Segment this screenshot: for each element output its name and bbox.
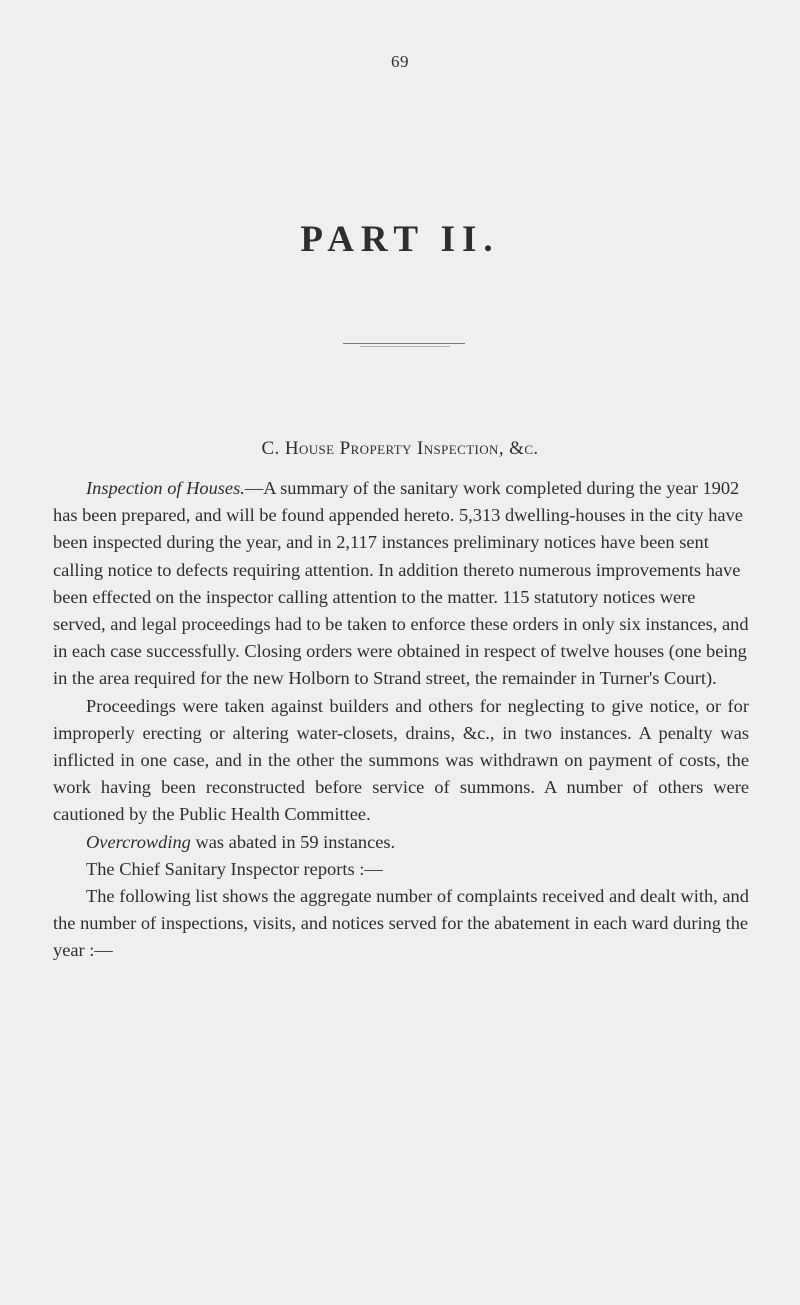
paragraph-lead-italic: Inspection of Houses. [86, 478, 245, 498]
paragraph-inspection-of-houses [53, 475, 749, 693]
body-text [53, 475, 749, 965]
paragraph-following-list [53, 883, 749, 965]
divider-rule-secondary [360, 346, 450, 347]
paragraph-text: The following list shows the aggregate number of complaints received and dealt with, and the number of inspections, visits, and notices served for the abatement in each ward during the year :— [53, 886, 749, 961]
paragraph-overcrowding [53, 829, 749, 856]
paragraph-text: was abated in 59 instances. [190, 831, 396, 852]
divider-rule [343, 343, 465, 344]
paragraph-text: —A summary of the sanitary work completed during the year 1902 has been prepared, and will be found appended hereto. 5,313 dwelling-houses in the city have been inspected during the year, and in 2,117 instances preliminary notices have been sent calling notice to defects requiring attention. In addition thereto numerous improvements have been effected on the inspector calling attention to the matter. 115 statutory notices were served, and legal proceedings had to be taken to enforce these orders in only six instances, and in each case successfully. Closing orders were obtained in respect of twelve houses (one being in the area required for the new Holborn to Strand street, the remainder in Turner's Court). [53, 478, 749, 689]
paragraph-lead-italic: Overcrowding [86, 831, 191, 852]
section-title: C. House Property Inspection, &c. [261, 438, 539, 459]
page-number: 69 [391, 52, 409, 71]
paragraph-text: Proceedings were taken against builders and others for neglecting to give notice, or for improperly erecting or altering water-closets, drains, &c., in two instances. A penalty was inflicted in one case, and in the other the summons was withdrawn on payment of costs, the work having been reconstructed before service of summons. A number of others were cautioned by the Public Health Committee. [53, 695, 749, 825]
paragraph-chief-inspector [53, 856, 749, 883]
part-title: PART II. [300, 219, 500, 260]
paragraph-text: The Chief Sanitary Inspector reports :— [86, 858, 383, 879]
paragraph-proceedings [53, 693, 749, 829]
